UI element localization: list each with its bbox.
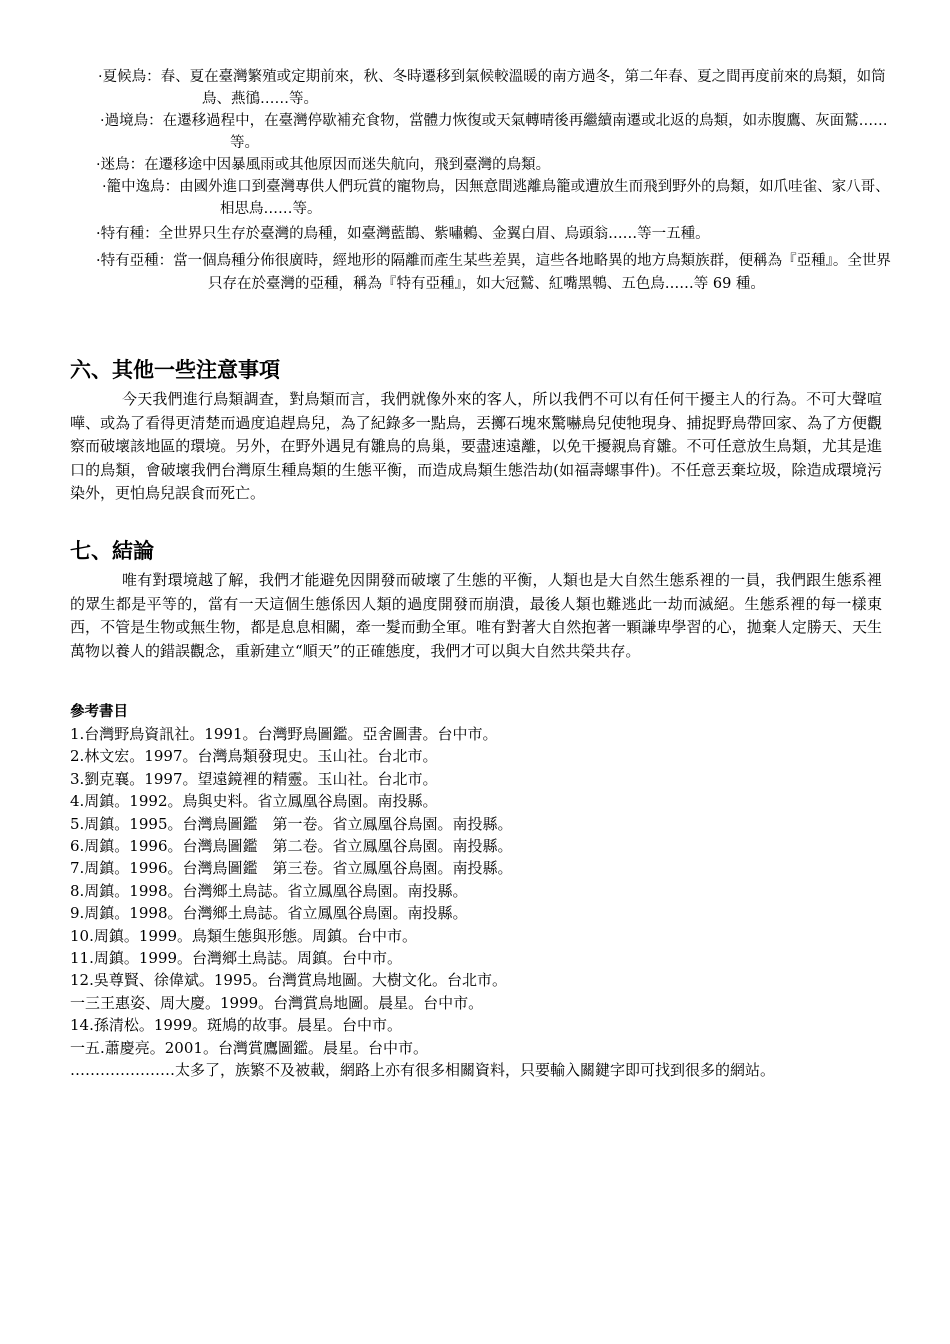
reference-note: …………………太多了，族繁不及被載，網路上亦有很多相關資料，只要輸入關鍵字即可找到很多的網站。	[70, 1061, 776, 1080]
reference-item: 11.周鎮。1999。台灣鄉土鳥誌。周鎮。台中市。	[70, 949, 403, 968]
definition-text: 在遷移過程中，在臺灣停歇補充食物，當體力恢復或天氣轉晴後再繼續南遷或北返的鳥類，如赤腹鷹、灰面鷲……等。	[162, 113, 888, 151]
reference-item: 一五.蕭慶亮。2001。台灣賞鷹圖鑑。晨星。台中市。	[70, 1038, 428, 1057]
definition-endemic-species	[96, 223, 896, 246]
reference-item: 9.周鎮。1998。台灣鄉土鳥誌。省立鳳凰谷鳥園。南投縣。	[70, 904, 468, 923]
reference-item: 一三王惠姿、周大慶。1999。台灣賞鳥地圖。晨星。台中市。	[70, 993, 484, 1012]
definition-text: 由國外進口到臺灣專供人們玩賞的寵物鳥，因無意間逃離鳥籠或遭放生而飛到野外的鳥類，如爪哇雀、家八哥、相思鳥……等。	[179, 179, 890, 217]
definition-text: 在遷移途中因暴風雨或其他原因而迷失航向，飛到臺灣的鳥類。	[144, 157, 551, 173]
reference-item: 7.周鎮。1996。台灣鳥圖鑑 第三卷。省立鳳凰谷鳥園。南投縣。	[70, 859, 513, 878]
definition-term: ·籠中逸鳥：	[102, 179, 180, 195]
definition-term: ·特有種：	[96, 226, 159, 242]
references-list	[70, 723, 882, 1082]
reference-item: 4.周鎮。1992。鳥與史料。省立鳳凰谷鳥園。南投縣。	[70, 792, 438, 811]
definition-passage-migrant	[100, 110, 896, 154]
reference-item: 3.劉克襄。1997。望遠鏡裡的精靈。玉山社。台北市。	[70, 769, 438, 788]
reference-item: 14.孫清松。1999。斑鳩的故事。晨星。台中市。	[70, 1016, 403, 1035]
section-heading-notes: 六、其他一些注意事項	[70, 358, 280, 382]
bird-type-definitions	[96, 66, 896, 296]
section-body-notes: 今天我們進行鳥類調查，對鳥類而言，我們就像外來的客人，所以我們不可以有任何干擾主人的行為。不可大聲喧嘩、或為了看得更清楚而過度追趕鳥兒，為了紀錄多一點鳥，丟擲石塊來驚嚇鳥兒使牠現身、捕捉野鳥帶回家、為了方便觀察而破壞該地區的環境。另外，在野外遇見有雛鳥的鳥巢，要盡速遠離，以免干擾親鳥育雛。不可任意放生鳥類，尤其是進口的鳥類，會破壞我們台灣原生種鳥類的生態平衡，而造成鳥類生態浩劫(如福壽螺事件)。不任意丟棄垃圾，除造成環境污染外，更怕鳥兒誤食而死亡。	[70, 390, 882, 502]
definition-term: ·特有亞種：	[96, 253, 174, 269]
definition-summer-visitor	[98, 66, 896, 110]
section-heading-conclusion: 七、結論	[70, 539, 154, 563]
reference-item: 1.台灣野鳥資訊社。1991。台灣野鳥圖鑑。亞舍圖書。台中市。	[70, 725, 498, 743]
definition-term: ·過境鳥：	[100, 113, 163, 129]
definition-term: ·迷鳥：	[96, 157, 145, 173]
definition-vagrant	[96, 154, 896, 176]
reference-item: 10.周鎮。1999。鳥類生態與形態。周鎮。台中市。	[70, 926, 418, 945]
section-body-conclusion: 唯有對環境越了解，我們才能避免因開發而破壞了生態的平衡，人類也是大自然生態系裡的一員，我們跟生態系裡的眾生都是平等的，當有一天這個生態係因人類的過度開發而崩潰，最後人類也難逃此一劫而滅絕。生態系裡的每一樣東西，不管是生物或無生物，都是息息相關，牽一髮而動全軍。唯有對著大自然抱著一顆謙卑學習的心，拋棄人定勝天、天生萬物以養人的錯誤觀念，重新建立“順天”的正確態度，我們才可以與大自然共榮共存。	[70, 571, 882, 660]
reference-item: 2.林文宏。1997。台灣鳥類發現史。玉山社。台北市。	[70, 747, 438, 766]
reference-item: 5.周鎮。1995。台灣鳥圖鑑 第一卷。省立鳳凰谷鳥園。南投縣。	[70, 814, 513, 833]
definition-escaped-cage-bird	[102, 176, 896, 220]
reference-item: 6.周鎮。1996。台灣鳥圖鑑 第二卷。省立鳳凰谷鳥園。南投縣。	[70, 837, 513, 856]
definition-text: 春、夏在臺灣繁殖或定期前來，秋、冬時遷移到氣候較溫暖的南方過冬，第二年春、夏之間再度前來的鳥類，如筒鳥、燕鴴……等。	[160, 69, 886, 107]
definition-endemic-subspecies	[96, 250, 896, 296]
reference-item: 12.吳尊賢、徐偉斌。1995。台灣賞鳥地圖。大樹文化。台北市。	[70, 971, 508, 990]
reference-item: 8.周鎮。1998。台灣鄉土鳥誌。省立鳳凰谷鳥園。南投縣。	[70, 881, 468, 900]
references-title: 參考書目	[70, 704, 128, 720]
definition-term: ·夏候鳥：	[98, 69, 161, 85]
definition-text: 全世界只生存於臺灣的鳥種，如臺灣藍鵲、紫嘯鶇、金翼白眉、烏頭翁……等一五種。	[158, 226, 710, 242]
definition-text: 當一個鳥種分佈很廣時，經地形的隔離而產生某些差異，這些各地略異的地方鳥類族群，便稱為『亞種』。全世界只存在於臺灣的亞種，稱為『特有亞種』，如大冠鷲、紅嘴黑鵯、五色鳥……等 69 種。	[173, 253, 891, 292]
